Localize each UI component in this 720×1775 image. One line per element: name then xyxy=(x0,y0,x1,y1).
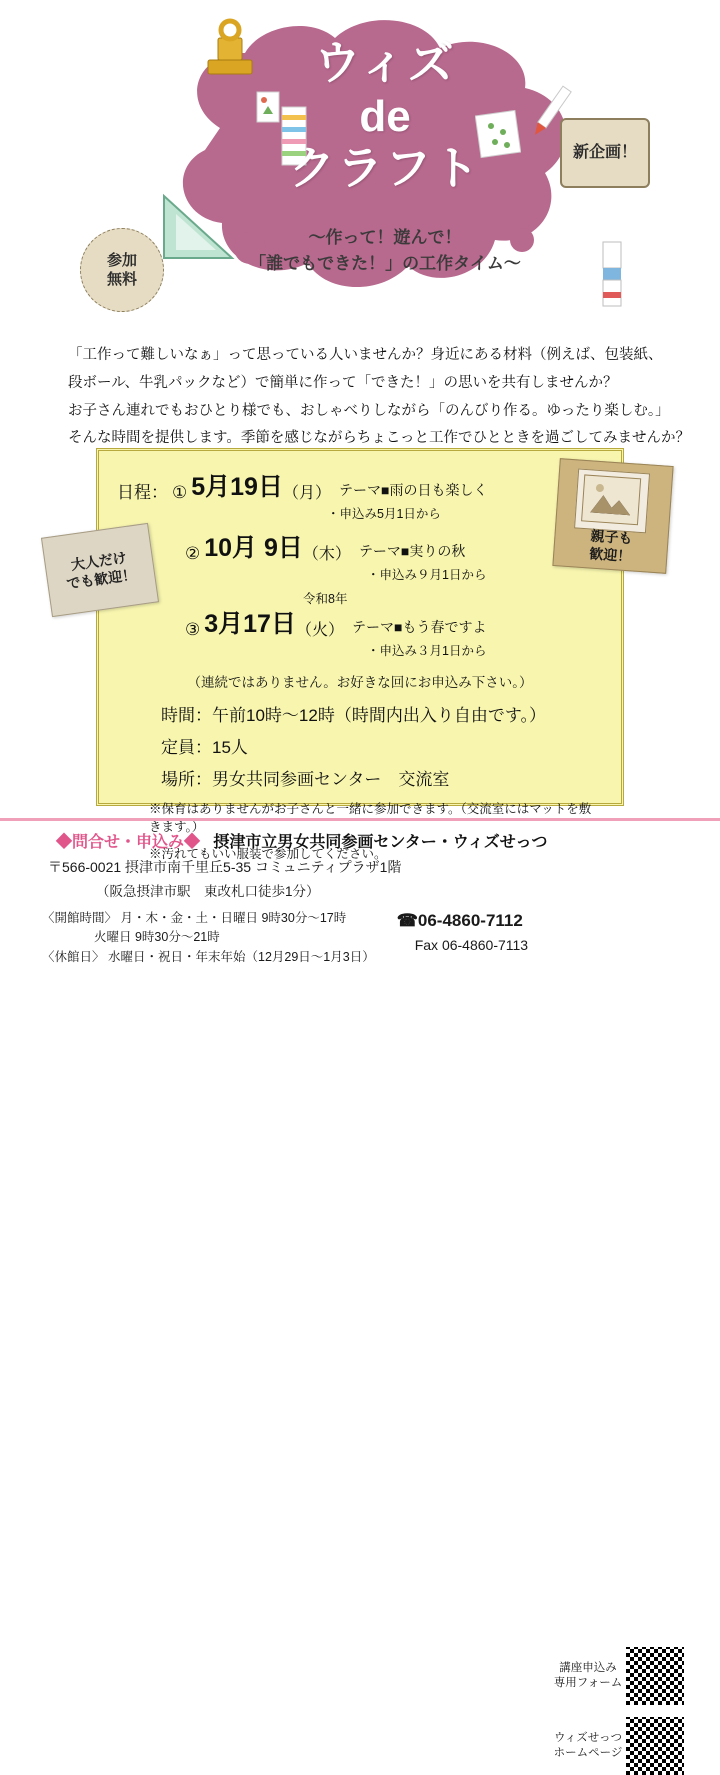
session-apply-1: ・申込み5月1日から xyxy=(327,507,441,521)
footer-address-access: （阪急摂津市駅 東改札口徒歩1分） xyxy=(96,884,320,899)
session-theme-1: テーマ■雨の日も楽しく xyxy=(338,482,488,498)
adults-welcome-flap xyxy=(41,523,159,617)
family-welcome-line-1: 親子も xyxy=(590,527,634,547)
qr-code-homepage[interactable] xyxy=(626,1717,684,1775)
title-line-2: de xyxy=(359,91,411,141)
closed-row xyxy=(42,948,375,967)
footer-address: 〒566-0021 摂津市南千里丘5-35 コミュニティプラザ1階 xyxy=(48,859,402,875)
session-theme-2: テーマ■実りの秋 xyxy=(358,543,466,559)
session-weekday-1: （月） xyxy=(282,485,331,502)
session-date-3: 3月17日 xyxy=(204,610,296,638)
schedule-label: 日程： xyxy=(117,483,168,502)
telephone-number[interactable]: ☎06-4860-7112 xyxy=(396,911,523,930)
event-capacity: 定員：15人 xyxy=(161,738,248,757)
organization-name: 摂津市立男女共同参画センター・ウィズせっつ xyxy=(213,834,548,851)
intro-line-1: 「工作って難しいなぁ」って思っている人いませんか？身近にある材料（例えば、包装紙、 xyxy=(68,347,663,363)
free-participation-badge xyxy=(80,228,164,312)
hours-line-2: 火曜日 9時30分〜21時 xyxy=(94,930,220,945)
intro-paragraph xyxy=(68,342,691,453)
session-number-3: ③ xyxy=(185,620,201,639)
subtitle-line-2: 「誰でもできた！」の工作タイム〜 xyxy=(249,253,521,273)
hours-label: 〈開館時間〉 xyxy=(42,911,118,925)
session-number-2: ② xyxy=(185,544,201,563)
session-era-3: 令和8年 xyxy=(303,592,348,606)
qr-caption-homepage xyxy=(548,1731,628,1761)
fax-number: Fax 06-4860-7113 xyxy=(414,937,529,953)
hours-line-1: 月・木・金・土・日曜日 9時30分〜17時 xyxy=(120,911,347,925)
qr2-line-1: ウィズせっつ xyxy=(553,1732,623,1744)
qr-code-application-form[interactable] xyxy=(626,1647,684,1705)
event-time: 時間：午前10時〜12時（時間内出入り自由です。） xyxy=(161,706,546,725)
session-date-2: 10月 9日 xyxy=(204,534,303,562)
intro-line-3: お子さん連れでもおひとり様でも、おしゃべりしながら「のんびり作る。ゆったり楽しむ。」 xyxy=(68,402,670,419)
hero-section xyxy=(0,0,720,330)
session-weekday-3: （火） xyxy=(295,622,344,639)
page-title xyxy=(240,38,530,194)
footer-phone-block xyxy=(397,909,528,967)
panel-note-2: ※汚れてもいい服装で参加してください。 xyxy=(149,847,387,861)
free-badge-line-1: 参加 xyxy=(106,251,137,269)
footer-heading xyxy=(56,829,720,852)
footer-contact-section xyxy=(0,818,720,1759)
closed-label: 〈休館日〉 xyxy=(42,949,105,964)
closed-line: 水曜日・祝日・年末年始（12月29日〜1月3日） xyxy=(108,949,375,964)
session-row-1 xyxy=(117,467,603,503)
family-welcome-flap xyxy=(552,458,673,574)
title-line-3: クラフト xyxy=(289,141,481,194)
event-place: 場所：男女共同参画センター 交流室 xyxy=(161,770,450,789)
family-welcome-line-2: 歓迎！ xyxy=(588,544,632,564)
title-line-1: ウィズ xyxy=(314,37,456,89)
qr-caption-application xyxy=(548,1661,628,1691)
panel-note-1: ※保育はありませんがお子さんと一緒に参加できます。（交流室にはマットを敷きます。） xyxy=(149,802,592,834)
free-badge-line-2: 無料 xyxy=(106,271,137,288)
qr1-line-1: 講座申込み xyxy=(559,1662,617,1674)
session-number-1: ① xyxy=(172,483,188,502)
session-weekday-2: （木） xyxy=(302,546,351,563)
session-apply-2: ・申込み９月1日から xyxy=(367,568,487,582)
session-apply-3: ・申込み３月1日から xyxy=(367,644,487,658)
new-project-badge: 新企画！ xyxy=(560,118,650,188)
adults-welcome-line-1: 大人だけ xyxy=(69,549,128,573)
schedule-note: （連続ではありません。お好きな回にお申込み下さい。） xyxy=(187,675,533,690)
session-theme-3: テーマ■もう春ですよ xyxy=(351,619,487,635)
session-row-3 xyxy=(181,604,603,640)
subtitle-line-1: 〜作って！遊んで！ xyxy=(308,228,462,247)
qr1-line-2: 専用フォーム xyxy=(553,1676,623,1689)
glue-stick-icon xyxy=(595,240,629,317)
session-date-1: 5月19日 xyxy=(191,473,283,501)
session-row-2 xyxy=(181,528,603,564)
qr2-line-2: ホームページ xyxy=(553,1746,623,1759)
footer-hours-block xyxy=(42,909,375,967)
family-welcome-caption xyxy=(554,525,668,568)
page-subtitle xyxy=(210,225,560,276)
postage-stamp-icon xyxy=(574,468,650,533)
adults-welcome-line-2: でも歓迎！ xyxy=(65,566,138,592)
contact-mark: ◆問合せ・申込み◆ xyxy=(56,834,201,851)
intro-line-4: そんな時間を提供します。季節を感じながらちょこっと工作でひとときを過ごしてみませんか？ xyxy=(68,430,691,447)
intro-line-2: 段ボール、牛乳パックなど）で簡単に作って「できた！」の思いを共有しませんか？ xyxy=(68,374,618,391)
hours-row-1 xyxy=(42,909,375,928)
